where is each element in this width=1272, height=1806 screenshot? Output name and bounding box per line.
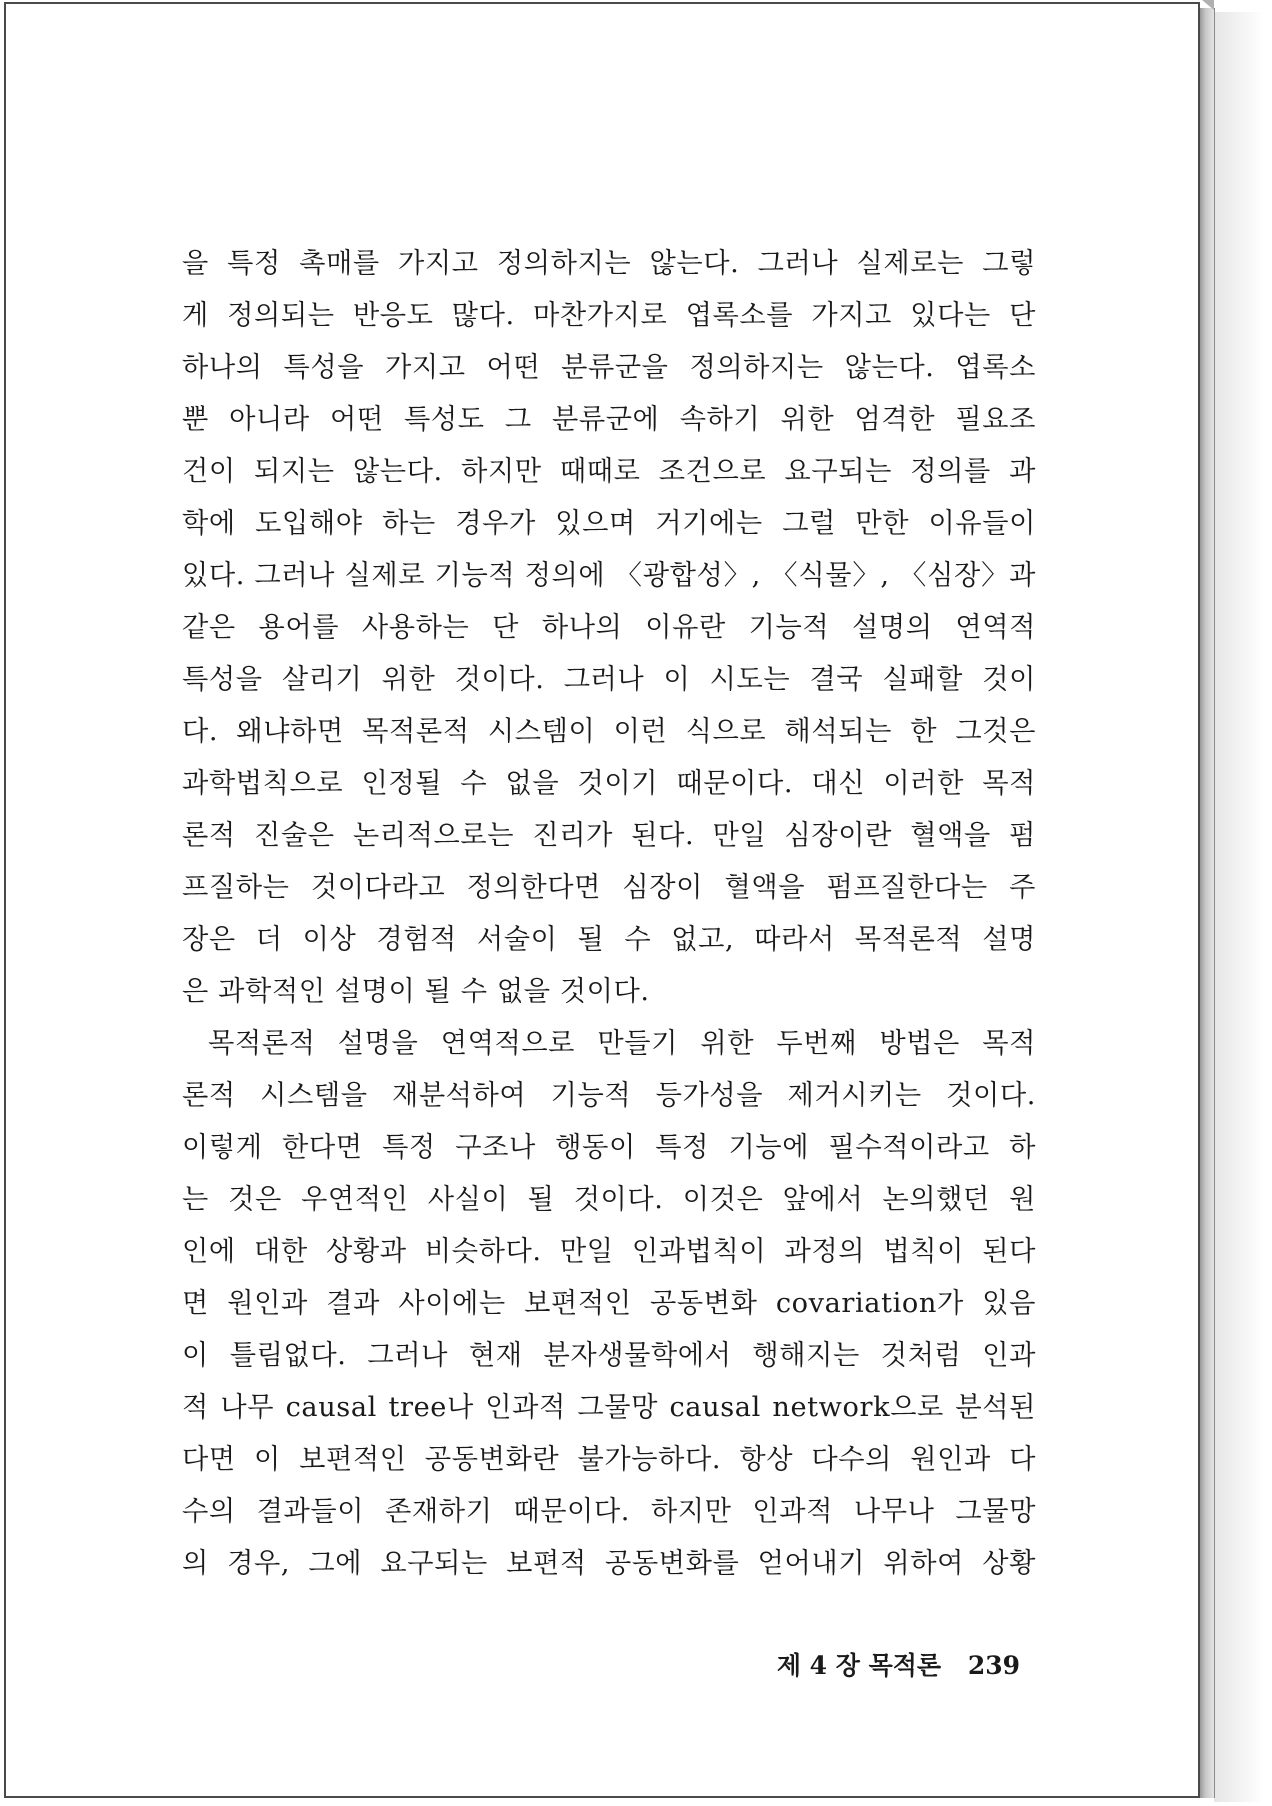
text-line: 하나의 특성을 가지고 어떤 분류군을 정의하지는 않는다. 엽록소 [182, 352, 1036, 383]
text-line: 과학법칙으로 인정될 수 없을 것이기 때문이다. 대신 이러한 목적 [182, 768, 1036, 799]
text-line: 수의 결과들이 존재하기 때문이다. 하지만 인과적 나무나 그물망 [182, 1496, 1036, 1527]
text-line: 같은 용어를 사용하는 단 하나의 이유란 기능적 설명의 연역적 [182, 612, 1036, 643]
text-line: 뿐 아니라 어떤 특성도 그 분류군에 속하기 위한 엄격한 필요조 [182, 404, 1036, 435]
paragraph-start-line: 목적론적 설명을 연역적으로 만들기 위한 두번째 방법은 목적 [208, 1028, 1036, 1059]
page-edge [1200, 8, 1215, 1798]
text-line: 게 정의되는 반응도 많다. 마찬가지로 엽록소를 가지고 있다는 단 [182, 300, 1036, 331]
text-line: 인에 대한 상황과 비슷하다. 만일 인과법칙이 과정의 법칙이 된다 [182, 1236, 1036, 1267]
text-line: 론적 시스템을 재분석하여 기능적 등가성을 제거시키는 것이다. [182, 1080, 1036, 1111]
text-line: 는 것은 우연적인 사실이 될 것이다. 이것은 앞에서 논의했던 원 [182, 1184, 1036, 1215]
text-line: 학에 도입해야 하는 경우가 있으며 거기에는 그럴 만한 이유들이 [182, 508, 1036, 539]
chapter-title: 제 4 장 목적론 [776, 1651, 942, 1680]
text-line: 의 경우, 그에 요구되는 보편적 공동변화를 얻어내기 위하여 상황 [182, 1548, 1036, 1579]
text-line: 건이 되지는 않는다. 하지만 때때로 조건으로 요구되는 정의를 과 [182, 456, 1036, 487]
text-line: 있다. 그러나 실제로 기능적 정의에 〈광합성〉, 〈식물〉, 〈심장〉과 [182, 560, 1036, 591]
running-footer [760, 1646, 1020, 1686]
page-number: 239 [967, 1651, 1020, 1680]
text-line: 은 과학적인 설명이 될 수 없을 것이다. [182, 976, 650, 1007]
text-line: 다. 왜냐하면 목적론적 시스템이 이런 식으로 해석되는 한 그것은 [182, 716, 1036, 747]
text-line: 특성을 살리기 위한 것이다. 그러나 이 시도는 결국 실패할 것이 [182, 664, 1036, 695]
text-line: 다면 이 보편적인 공동변화란 불가능하다. 항상 다수의 원인과 다 [182, 1444, 1036, 1475]
text-line: 이 틀림없다. 그러나 현재 분자생물학에서 행해지는 것처럼 인과 [182, 1340, 1036, 1371]
body-text [182, 238, 1036, 1590]
page-shadow [1214, 12, 1264, 1802]
text-line: 프질하는 것이다라고 정의한다면 심장이 혈액을 펌프질한다는 주 [182, 872, 1036, 903]
text-line: 장은 더 이상 경험적 서술이 될 수 없고, 따라서 목적론적 설명 [182, 924, 1036, 955]
text-line: 론적 진술은 논리적으로는 진리가 된다. 만일 심장이란 혈액을 펌 [182, 820, 1036, 851]
text-line: 이렇게 한다면 특정 구조나 행동이 특정 기능에 필수적이라고 하 [182, 1132, 1036, 1163]
text-line: 을 특정 촉매를 가지고 정의하지는 않는다. 그러나 실제로는 그렇 [182, 248, 1036, 279]
text-line: 면 원인과 결과 사이에는 보편적인 공동변화 covariation가 있음 [182, 1288, 1036, 1319]
text-line: 적 나무 causal tree나 인과적 그물망 causal network으로 분석된 [182, 1392, 1036, 1423]
